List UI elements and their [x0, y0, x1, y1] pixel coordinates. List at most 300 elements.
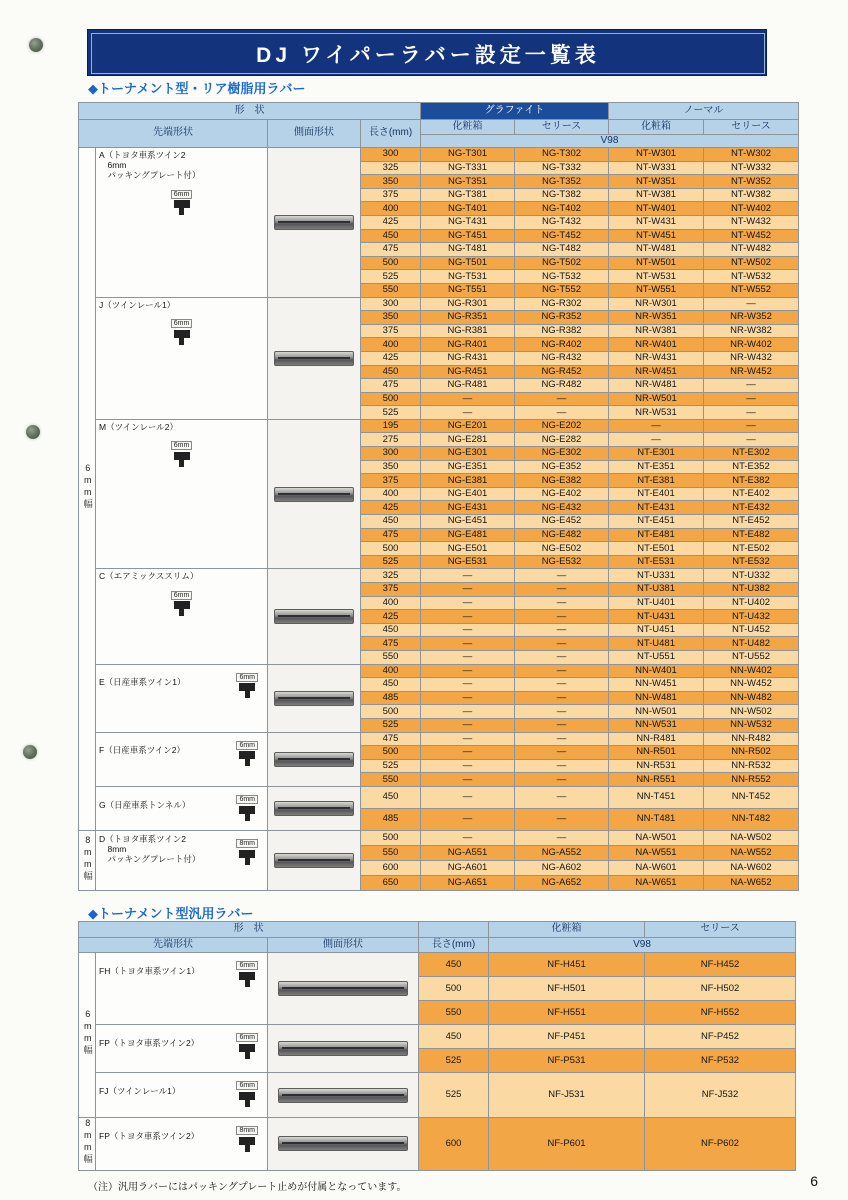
binder-hole [26, 425, 40, 439]
side-profile-image [274, 487, 354, 502]
part-number-cell: — [421, 786, 515, 808]
tip-shape-cell [96, 148, 268, 298]
part-number-cell: — [421, 569, 515, 583]
table-row [79, 786, 799, 808]
dimension-label: 8mm [236, 1126, 258, 1135]
part-number-cell: NT-E451 [609, 515, 704, 529]
part-number-cell: NT-E381 [609, 474, 704, 488]
part-number-cell: — [704, 406, 799, 420]
length-cell: 350 [361, 460, 421, 474]
side-profile-image [278, 1041, 408, 1056]
tip-shape-label: F（日産車系ツイン2） [99, 745, 185, 756]
tip-shape-icon [236, 833, 258, 865]
part-number-cell: NG-R301 [421, 297, 515, 311]
part-number-cell: — [515, 678, 609, 692]
part-number-cell: NT-W431 [609, 215, 704, 229]
length-cell: 500 [419, 977, 489, 1001]
part-number-cell: NT-E501 [609, 542, 704, 556]
part-number-cell: NT-U402 [704, 596, 799, 610]
part-number-cell: NG-T502 [515, 256, 609, 270]
part-number-cell: NR-W401 [609, 338, 704, 352]
tip-shape-label: FJ（ツインレール1） [99, 1085, 181, 1096]
tip-shape-icon [236, 1120, 258, 1152]
part-number-cell: NT-E452 [704, 515, 799, 529]
part-number-cell: NG-E482 [515, 528, 609, 542]
part-number-cell: — [421, 637, 515, 651]
length-cell: 485 [361, 691, 421, 705]
part-number-cell: NT-E302 [704, 447, 799, 461]
part-number-cell: NG-T531 [421, 270, 515, 284]
part-number-cell: NA-W551 [609, 845, 704, 860]
part-number-cell: NT-W551 [609, 283, 704, 297]
part-number-cell: — [515, 808, 609, 830]
part-number-cell: — [421, 830, 515, 845]
part-number-cell: NG-E502 [515, 542, 609, 556]
part-number-cell: NG-E201 [421, 419, 515, 433]
part-number-cell: — [515, 773, 609, 787]
tip-shape-cell [96, 1025, 268, 1073]
part-number-cell: NG-R352 [515, 311, 609, 325]
tip-shape-icon [236, 735, 258, 767]
length-cell: 525 [419, 1049, 489, 1073]
side-shape-cell [268, 830, 361, 890]
part-number-cell: NN-R551 [609, 773, 704, 787]
tip-shape-label: FP（トヨタ車系ツイン2） [99, 1037, 200, 1048]
tip-shape-cell [96, 297, 268, 419]
part-number-cell: NG-E351 [421, 460, 515, 474]
part-number-cell: NG-T532 [515, 270, 609, 284]
length-cell: 525 [361, 270, 421, 284]
part-number-cell: NG-A551 [421, 845, 515, 860]
part-number-cell: — [515, 759, 609, 773]
part-number-cell: NG-A602 [515, 860, 609, 875]
side-shape-cell [268, 664, 361, 732]
binder-hole [29, 38, 43, 52]
part-number-cell: NT-W451 [609, 229, 704, 243]
part-number-cell: NT-W481 [609, 243, 704, 257]
part-number-cell: — [421, 705, 515, 719]
part-number-cell: NN-R482 [704, 732, 799, 746]
side-shape-cell [268, 1025, 419, 1073]
part-number-cell: NR-W501 [609, 392, 704, 406]
part-number-cell: NN-R502 [704, 746, 799, 760]
col-header-tip-shape: 先端形状 [79, 938, 268, 953]
part-number-cell: — [515, 664, 609, 678]
part-number-cell: — [515, 830, 609, 845]
width-band-cell [79, 953, 96, 1118]
dimension-label: 6mm [236, 1033, 258, 1042]
part-number-cell: NA-W651 [609, 875, 704, 890]
tip-shape-cell [96, 1118, 268, 1171]
part-number-cell: — [421, 773, 515, 787]
part-number-cell: — [421, 808, 515, 830]
length-cell: 450 [419, 953, 489, 977]
part-number-cell: NR-W351 [609, 311, 704, 325]
length-cell: 600 [419, 1118, 489, 1171]
table-row [79, 419, 799, 433]
part-number-cell: NT-E531 [609, 555, 704, 569]
part-number-cell: NR-W352 [704, 311, 799, 325]
part-number-cell: NT-E532 [704, 555, 799, 569]
length-cell: 600 [361, 860, 421, 875]
part-number-cell: NG-T501 [421, 256, 515, 270]
part-number-cell: — [515, 650, 609, 664]
part-number-cell: — [515, 786, 609, 808]
part-number-cell: NN-W482 [704, 691, 799, 705]
length-cell: 400 [361, 338, 421, 352]
version-header: V98 [489, 938, 796, 953]
col-header-series: セリース [645, 922, 796, 938]
length-cell: 500 [361, 392, 421, 406]
table-row [79, 148, 799, 162]
length-cell: 650 [361, 875, 421, 890]
part-number-cell: NF-H552 [645, 1001, 796, 1025]
part-number-cell: NT-E502 [704, 542, 799, 556]
side-shape-cell [268, 786, 361, 830]
part-number-cell: — [704, 419, 799, 433]
col-header-shape: 形 状 [79, 922, 419, 938]
part-number-cell: — [704, 392, 799, 406]
length-cell: 450 [361, 515, 421, 529]
part-number-cell: NN-R531 [609, 759, 704, 773]
part-number-cell: NG-E431 [421, 501, 515, 515]
part-number-cell: — [515, 583, 609, 597]
dimension-label: 8mm [236, 839, 258, 848]
col-header-box: 化粧箱 [489, 922, 645, 938]
part-number-cell: — [515, 718, 609, 732]
part-number-cell: — [609, 419, 704, 433]
tip-shape-cell [96, 664, 268, 732]
part-number-cell: NR-W402 [704, 338, 799, 352]
rear-rubber-table [78, 102, 799, 891]
col-header-normal: ノーマル [609, 103, 799, 120]
title-banner-frame [91, 33, 765, 74]
part-number-cell: NT-U381 [609, 583, 704, 597]
part-number-cell: — [421, 718, 515, 732]
part-number-cell: NT-W532 [704, 270, 799, 284]
binder-hole [23, 745, 37, 759]
length-cell: 525 [361, 718, 421, 732]
length-cell: 525 [361, 759, 421, 773]
page-title: DJ ワイパーラバー設定一覧表 [256, 43, 600, 67]
length-cell: 450 [361, 229, 421, 243]
part-number-cell: NT-U552 [704, 650, 799, 664]
width-band-label: 6mm幅 [82, 1009, 93, 1057]
part-number-cell: — [515, 392, 609, 406]
part-number-cell: NG-A552 [515, 845, 609, 860]
part-number-cell: NF-H502 [645, 977, 796, 1001]
part-number-cell: NF-J531 [489, 1073, 645, 1118]
length-cell: 450 [419, 1025, 489, 1049]
part-number-cell: NG-T302 [515, 148, 609, 162]
part-number-cell: NG-E531 [421, 555, 515, 569]
width-band-label: 8mm幅 [82, 1118, 93, 1165]
part-number-cell: NT-W352 [704, 175, 799, 189]
tip-shape-label: D（トヨタ車系ツイン2 8mm パッキングプレート付） [99, 833, 201, 864]
length-cell: 550 [419, 1001, 489, 1025]
length-cell: 450 [361, 786, 421, 808]
width-band-cell [79, 148, 96, 831]
side-shape-cell [268, 953, 419, 1025]
table-row [79, 830, 799, 845]
part-number-cell: NG-A651 [421, 875, 515, 890]
part-number-cell: NG-R302 [515, 297, 609, 311]
part-number-cell: — [421, 678, 515, 692]
section-heading-general-rubber: ◆トーナメント型汎用ラバー [88, 906, 254, 921]
side-profile-image [274, 801, 354, 816]
part-number-cell: NG-T432 [515, 215, 609, 229]
part-number-cell: NN-R501 [609, 746, 704, 760]
part-number-cell: NR-W432 [704, 351, 799, 365]
tip-shape-label: C（エアミックススリム） [99, 571, 199, 582]
part-number-cell: NT-U332 [704, 569, 799, 583]
col-header-side-shape: 側面形状 [268, 938, 419, 953]
part-number-cell: NG-E451 [421, 515, 515, 529]
width-band-label: 8mm幅 [82, 834, 93, 882]
part-number-cell: NT-W432 [704, 215, 799, 229]
table-row [79, 664, 799, 678]
part-number-cell: NF-P602 [645, 1118, 796, 1171]
table-row [79, 953, 796, 977]
part-number-cell: NT-U432 [704, 610, 799, 624]
part-number-cell: NG-E402 [515, 487, 609, 501]
part-number-cell: NG-T452 [515, 229, 609, 243]
part-number-cell: NR-W452 [704, 365, 799, 379]
dimension-label: 6mm [236, 961, 258, 970]
length-cell: 425 [361, 610, 421, 624]
length-cell: 300 [361, 148, 421, 162]
part-number-cell: NG-T332 [515, 161, 609, 175]
part-number-cell: NN-T482 [704, 808, 799, 830]
col-header-series-normal: セリース [704, 120, 799, 135]
part-number-cell: NN-T452 [704, 786, 799, 808]
part-number-cell: NA-W602 [704, 860, 799, 875]
length-cell: 485 [361, 808, 421, 830]
part-number-cell: — [421, 732, 515, 746]
length-cell: 475 [361, 379, 421, 393]
col-header-empty [419, 922, 489, 938]
length-cell: 525 [419, 1073, 489, 1118]
part-number-cell: NT-U431 [609, 610, 704, 624]
part-number-cell: NG-E202 [515, 419, 609, 433]
part-number-cell: — [515, 623, 609, 637]
part-number-cell: NG-T331 [421, 161, 515, 175]
part-number-cell: NF-P531 [489, 1049, 645, 1073]
part-number-cell: — [421, 610, 515, 624]
table-row [79, 732, 799, 746]
col-header-tip-shape: 先端形状 [79, 120, 268, 148]
dimension-label: 6mm [236, 795, 258, 804]
part-number-cell: — [515, 596, 609, 610]
part-number-cell: NT-W501 [609, 256, 704, 270]
length-cell: 400 [361, 664, 421, 678]
side-profile-image [274, 752, 354, 767]
part-number-cell: — [421, 406, 515, 420]
part-number-cell: NN-W401 [609, 664, 704, 678]
length-cell: 400 [361, 487, 421, 501]
part-number-cell: — [515, 691, 609, 705]
part-number-cell: NT-U551 [609, 650, 704, 664]
part-number-cell: NR-W481 [609, 379, 704, 393]
part-number-cell: NG-E352 [515, 460, 609, 474]
part-number-cell: NT-W452 [704, 229, 799, 243]
part-number-cell: NF-H501 [489, 977, 645, 1001]
part-number-cell: — [515, 705, 609, 719]
col-header-box-normal: 化粧箱 [609, 120, 704, 135]
part-number-cell: NT-E352 [704, 460, 799, 474]
side-shape-cell [268, 148, 361, 298]
part-number-cell: NN-T451 [609, 786, 704, 808]
tip-shape-cell [96, 830, 268, 890]
length-cell: 450 [361, 365, 421, 379]
part-number-cell: NG-T402 [515, 202, 609, 216]
width-band-label: 6mm幅 [82, 463, 93, 511]
tip-shape-cell [96, 732, 268, 786]
part-number-cell: NT-U331 [609, 569, 704, 583]
part-number-cell: NG-T451 [421, 229, 515, 243]
part-number-cell: NN-W532 [704, 718, 799, 732]
col-header-graphite: グラファイト [421, 103, 609, 120]
part-number-cell: NT-W381 [609, 188, 704, 202]
part-number-cell: NG-E302 [515, 447, 609, 461]
part-number-cell: NT-W552 [704, 283, 799, 297]
part-number-cell: NT-W302 [704, 148, 799, 162]
part-number-cell: NG-T551 [421, 283, 515, 297]
part-number-cell: NT-W482 [704, 243, 799, 257]
tip-shape-cell [96, 1073, 268, 1118]
length-cell: 550 [361, 650, 421, 664]
length-cell: 500 [361, 542, 421, 556]
part-number-cell: NR-W531 [609, 406, 704, 420]
side-shape-cell [268, 1073, 419, 1118]
part-number-cell: NT-E351 [609, 460, 704, 474]
side-profile-image [274, 215, 354, 230]
part-number-cell: NT-U481 [609, 637, 704, 651]
part-number-cell: NG-R381 [421, 324, 515, 338]
part-number-cell: NT-U482 [704, 637, 799, 651]
col-header-shape: 形 状 [79, 103, 421, 120]
part-number-cell: NN-W402 [704, 664, 799, 678]
part-number-cell: NT-U401 [609, 596, 704, 610]
part-number-cell: NG-R481 [421, 379, 515, 393]
part-number-cell: NG-T352 [515, 175, 609, 189]
length-cell: 425 [361, 351, 421, 365]
length-cell: 550 [361, 773, 421, 787]
side-shape-cell [268, 1118, 419, 1171]
tip-shape-icon [236, 1075, 258, 1107]
part-number-cell: NF-J532 [645, 1073, 796, 1118]
part-number-cell: NN-W531 [609, 718, 704, 732]
part-number-cell: — [515, 732, 609, 746]
part-number-cell: NT-E301 [609, 447, 704, 461]
part-number-cell: NT-W351 [609, 175, 704, 189]
part-number-cell: NF-H551 [489, 1001, 645, 1025]
length-cell: 325 [361, 161, 421, 175]
part-number-cell: — [421, 759, 515, 773]
part-number-cell: NG-R431 [421, 351, 515, 365]
part-number-cell: NG-T552 [515, 283, 609, 297]
part-number-cell: NG-T482 [515, 243, 609, 257]
part-number-cell: NG-E281 [421, 433, 515, 447]
footnote: （注）汎用ラバーにはパッキングプレート止めが付属となっています。 [88, 1182, 407, 1193]
part-number-cell: — [421, 623, 515, 637]
part-number-cell: NA-W502 [704, 830, 799, 845]
dimension-label: 6mm [171, 441, 193, 450]
side-profile-image [274, 853, 354, 868]
part-number-cell: NG-T381 [421, 188, 515, 202]
dimension-label: 6mm [171, 591, 193, 600]
col-header-length: 長さ(mm) [361, 120, 421, 148]
tip-shape-icon [99, 585, 264, 617]
part-number-cell: NG-R451 [421, 365, 515, 379]
length-cell: 300 [361, 297, 421, 311]
part-number-cell: NG-R402 [515, 338, 609, 352]
part-number-cell: NT-E481 [609, 528, 704, 542]
part-number-cell: — [421, 691, 515, 705]
table-row [79, 569, 799, 583]
part-number-cell: NF-P452 [645, 1025, 796, 1049]
side-profile-image [274, 609, 354, 624]
part-number-cell: NG-A652 [515, 875, 609, 890]
part-number-cell: NG-T301 [421, 148, 515, 162]
tip-shape-label: A（トヨタ車系ツイン2 6mm パッキングプレート付） [99, 150, 201, 181]
part-number-cell: NG-E532 [515, 555, 609, 569]
part-number-cell: NT-U451 [609, 623, 704, 637]
part-number-cell: NF-P601 [489, 1118, 645, 1171]
dimension-label: 6mm [171, 319, 193, 328]
tip-shape-label: FH（トヨタ車系ツイン1） [99, 965, 200, 976]
part-number-cell: NG-E282 [515, 433, 609, 447]
length-cell: 195 [361, 419, 421, 433]
part-number-cell: NN-R552 [704, 773, 799, 787]
length-cell: 475 [361, 243, 421, 257]
length-cell: 400 [361, 202, 421, 216]
part-number-cell: — [515, 610, 609, 624]
part-number-cell: — [704, 379, 799, 393]
length-cell: 375 [361, 474, 421, 488]
length-cell: 475 [361, 732, 421, 746]
length-cell: 375 [361, 583, 421, 597]
part-number-cell: NF-P451 [489, 1025, 645, 1049]
width-band-cell [79, 1118, 96, 1171]
part-number-cell: NT-E432 [704, 501, 799, 515]
tip-shape-icon [99, 435, 264, 467]
side-shape-cell [268, 732, 361, 786]
part-number-cell: NT-E431 [609, 501, 704, 515]
part-number-cell: NT-W502 [704, 256, 799, 270]
tip-shape-cell [96, 569, 268, 664]
length-cell: 375 [361, 188, 421, 202]
part-number-cell: NG-R452 [515, 365, 609, 379]
part-number-cell: NG-T431 [421, 215, 515, 229]
part-number-cell: NN-W451 [609, 678, 704, 692]
col-header-side-shape: 側面形状 [268, 120, 361, 148]
part-number-cell: — [421, 650, 515, 664]
dimension-label: 6mm [236, 741, 258, 750]
part-number-cell: NG-E401 [421, 487, 515, 501]
part-number-cell: — [515, 746, 609, 760]
part-number-cell: NA-W552 [704, 845, 799, 860]
part-number-cell: NG-T401 [421, 202, 515, 216]
title-banner [87, 29, 767, 76]
part-number-cell: — [515, 637, 609, 651]
side-shape-cell [268, 297, 361, 419]
length-cell: 500 [361, 746, 421, 760]
length-cell: 425 [361, 215, 421, 229]
part-number-cell: NG-E381 [421, 474, 515, 488]
part-number-cell: NG-R432 [515, 351, 609, 365]
length-cell: 525 [361, 555, 421, 569]
